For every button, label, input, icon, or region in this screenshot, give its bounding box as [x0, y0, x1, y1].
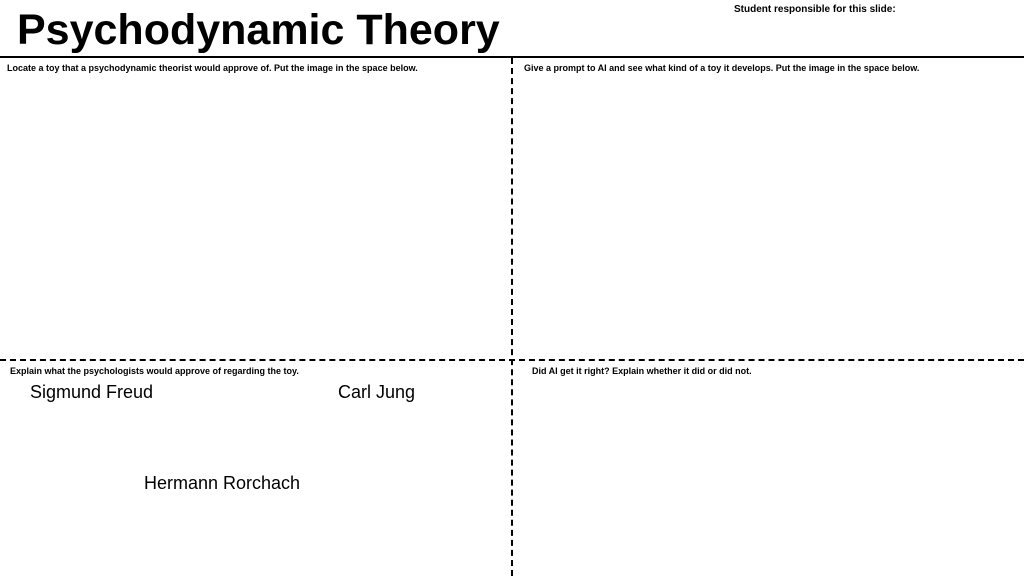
prompt-ai-toy: Give a prompt to AI and see what kind of a toy it develops. Put the image in the space below. — [524, 63, 920, 73]
slide-title: Psychodynamic Theory — [17, 6, 500, 54]
psychologist-name-freud[interactable]: Sigmund Freud — [30, 382, 154, 402]
psychologist-name-rorchach[interactable]: Hermann Rorchach — [144, 473, 301, 493]
vertical-dashed-divider — [511, 58, 513, 576]
horizontal-dashed-divider — [0, 359, 1024, 361]
student-responsible-label: Student responsible for this slide: — [734, 4, 896, 15]
prompt-explain-psychologists: Explain what the psychologists would approve of regarding the toy. — [10, 366, 299, 376]
psychologist-name-jung[interactable]: Carl Jung — [338, 382, 416, 402]
prompt-ai-evaluation: Did AI get it right? Explain whether it did or did not. — [532, 366, 752, 376]
image-drop-area-toy[interactable] — [0, 58, 511, 359]
explanation-area-ai-evaluation[interactable] — [513, 361, 1024, 576]
prompt-locate-toy: Locate a toy that a psychodynamic theorist would approve of. Put the image in the space below. — [7, 63, 418, 73]
image-drop-area-ai-toy[interactable] — [513, 58, 1024, 359]
